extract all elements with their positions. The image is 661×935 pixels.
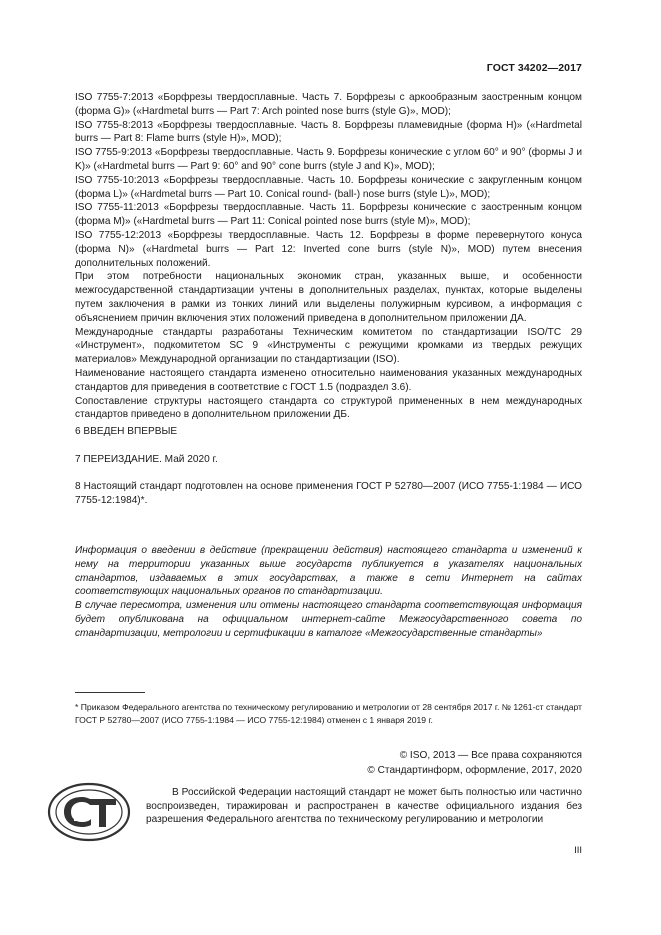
footnote-divider: [75, 692, 145, 693]
info-block: [75, 544, 582, 641]
section-7: 7 ПЕРЕИЗДАНИЕ. Май 2020 г.: [75, 454, 218, 465]
section-6: 6 ВВЕДЕН ВПЕРВЫЕ: [75, 426, 178, 437]
paragraph-needs: При этом потребности национальных экономик стран, указанных выше, и особенности межгосударственной стандартизации учтены в дополнительных разделах, пунктах, которые выделены путем заключения в рамки из тонких линий или выделены полужирным курсивом, а информация с объяснением причин включения этих положений приведена в дополнительном приложении ДА.: [75, 271, 582, 324]
rst-logo-icon: [46, 781, 132, 843]
footnote: * Приказом Федерального агентства по техническому регулированию и метрологии от 28 сентября 2017 г. № 1261-ст стандарт ГОСТ Р 52780—2007 (ИСО 7755-1:1984 — ИСО 7755-12:1984) отменен с 1 января 2019 г.: [75, 702, 582, 725]
rights-notice-text: В Российской Федерации настоящий стандарт не может быть полностью или частично воспроизведен, тиражирован и распространен в качестве официального издания без разрешения Федерального агентства по техническому регулированию и метрологии: [146, 787, 582, 825]
page-number: III: [574, 845, 582, 856]
copyright-block: [367, 748, 582, 778]
rights-notice: [146, 786, 582, 827]
copyright-iso: © ISO, 2013 — Все права сохраняются: [399, 750, 582, 761]
standard-item-9: ISO 7755-9:2013 «Борфрезы твердосплавные. Часть 9. Борфрезы конические с углом 60° и 90° (формы J и K)» («Hardmetal burrs — Part 9: 60° and 90° cone burrs (style J and K)», MOD);: [75, 147, 582, 172]
section-8: 8 Настоящий стандарт подготовлен на основе применения ГОСТ Р 52780—2007 (ИСО 7755-1:1984 — ИСО 7755-12:1984)*.: [75, 481, 582, 506]
paragraph-structure: Сопоставление структуры настоящего стандарта со структурой примененных в нем международных стандартов приведено в дополнительном приложении ДБ.: [75, 395, 582, 421]
standard-item-8: ISO 7755-8:2013 «Борфрезы твердосплавные. Часть 8. Борфрезы пламевидные (форма H)» («Hardmetal burrs — Part 8: Flame burrs (style H)», MOD);: [75, 119, 582, 145]
standard-item-7: ISO 7755-7:2013 «Борфрезы твердосплавные. Часть 7. Борфрезы с аркообразным заостренным концом (форма G)» («Hardmetal burrs — Part 7: Arch pointed nose burrs (style G)», MOD);: [75, 92, 582, 117]
document-code: ГОСТ 34202—2017: [486, 62, 582, 74]
copyright-standartinform: © Стандартинформ, оформление, 2017, 2020: [367, 765, 582, 776]
info-paragraph-2: В случае пересмотра, изменения или отмены настоящего стандарта соответствующая информация будет опубликована на официальном интернет-сайте Межгосударственного совета по стандартизации, метрологии и сертификации в каталоге «Межгосударственные стандарты»: [75, 600, 582, 639]
paragraph-international: Международные стандарты разработаны Техническим комитетом по стандартизации ISO/TC 29 «Инструмент», подкомитетом SC 9 «Инструменты с режущими кромками из твердых режущих материалов» Международной организации по стандартизации (ISO).: [75, 326, 582, 366]
standard-item-12: ISO 7755-12:2013 «Борфрезы твердосплавные. Часть 12. Борфрезы в форме перевернутого конуса (форма N)» («Hardmetal burrs — Part 12: Inverted cone burrs (style N)», MOD) путем внесения дополнительных положений.: [75, 229, 582, 269]
standard-item-11: ISO 7755-11:2013 «Борфрезы твердосплавные. Часть 11. Борфрезы конические с заостренным концом (форма M)» («Hardmetal burrs — Part 11: Conical pointed nose burrs (style M)», MOD);: [75, 202, 582, 228]
standard-item-10: ISO 7755-10:2013 «Борфрезы твердосплавные. Часть 10. Борфрезы конические с закругленным концом (форма L)» («Hardmetal burrs — Part 10. Conical round- (ball-) nose burrs (style L)», MOD);: [75, 174, 582, 200]
standards-body: [75, 91, 582, 422]
paragraph-title-change: Наименование настоящего стандарта изменено относительно наименования указанных международных стандартов для приведения в соответствие с ГОСТ 1.5 (подраздел 3.6).: [75, 367, 582, 393]
info-paragraph-1: Информация о введении в действие (прекращении действия) настоящего стандарта и изменений к нему на территории указанных выше государств публикуется в указателях национальных стандартов, издаваемых в этих государствах, а также в сети Интернет на сайтах соответствующих национальных органов по стандартизации.: [75, 545, 582, 598]
